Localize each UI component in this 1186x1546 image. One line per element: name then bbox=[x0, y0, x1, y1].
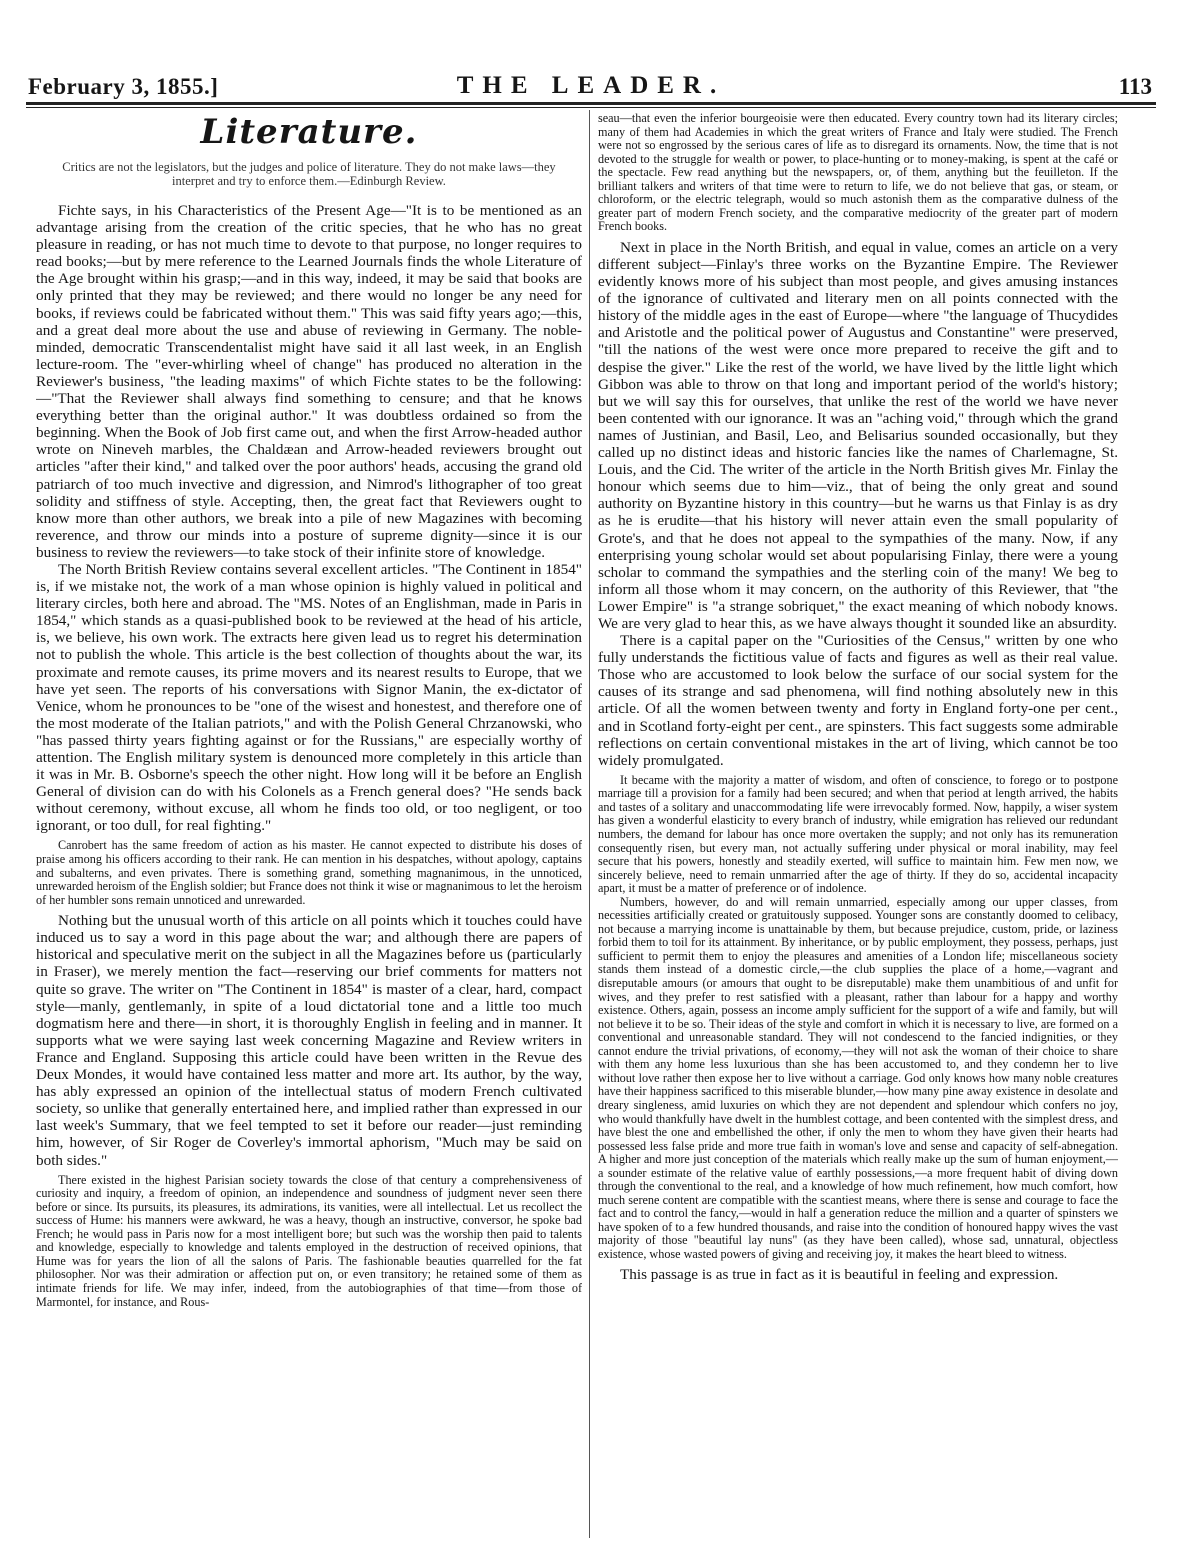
issue-date: February 3, 1855.] bbox=[28, 74, 219, 99]
paragraph-north-british: The North British Review contains several excellent articles. "The Continent in 1854" is, if we mistake not, the work of a man whose opinion is highly valued in political and literary circles, both here and abroad. The "MS. Notes of an Englishman, made in Paris in 1854," which stands as a quasi-published book to be reviewed at the head of his article, is, we believe, his own work. The extracts here given lead us to regret his determination not to publish the whole. This article is the best collection of thoughts about the war, its proximate and remote causes, its prime movers and its nearest results to Europe, that we have yet seen. The reports of his conversations with Signor Manin, the ex-dictator of Venice, whom he pronounces to be "one of the wisest and honestest, and therefore one of the most moderate of the Italian patriots," and with the Polish General Chrzanowski, who "has passed thirty years fighting against or for the Russians," are especially worthy of attention. The English military system is denounced more completely in this article than it was in Mr. B. Osborne's speech the other night. How long will it be before an English General of division can do with his Colonels as a French general does? "He sends back without ceremony, without excuse, all whom he finds too old, or too negligent, or too ignorant, or too dull, for real fighting." bbox=[36, 560, 582, 835]
paragraph-census: There is a capital paper on the "Curiosities of the Census," written by one who fully understands the fictitious value of facts and figures as well as their real value. Those who are accustomed to look below the surface of our social system for the causes of its strange and sad phenomena, will find nothing absolutely new in this article. Of all the women between twenty and forty in England forty-one per cent., and in Scotland forty-eight per cent., are spinsters. This fact suggests some admirable reflections on certain conventional mistakes in the art of living, which cannot be too widely promulgated. bbox=[598, 632, 1118, 769]
header-rule-thin bbox=[26, 107, 1156, 108]
page-header bbox=[26, 70, 1156, 104]
left-column bbox=[36, 112, 582, 1540]
masthead-title: THE LEADER. bbox=[456, 72, 726, 99]
section-title: Literature. bbox=[200, 112, 418, 152]
right-column bbox=[598, 112, 1118, 1540]
paragraph-finlay: Next in place in the North British, and equal in value, comes an article on a very different subject—Finlay's three works on the Byzantine Empire. The Reviewer evidently knows more of his subject than most people, and gives amusing instances of the ignorance of cultivated and literary men on all points connected with the history of the middle ages in the east of Europe—where "the language of Thucydides and Aristotle and the political power of Augustus and Constantine" were preserved, "till the nations of the west were once more prepared to receive the gift and to despise the giver." Like the rest of the world, we have lived by the little light which Gibbon was able to throw on that long and important period of the world's history; but we will say this for ourselves, that unlike the rest of the world we have never been contented with our ignorance. It was an "aching void," through which the grand names of Justinian, and Basil, Leo, and Belisarius sounded occasionally, but they called up no distinct ideas and historic fancies like the names of Charlemagne, St. Louis, and the Cid. The writer of the article in the North British gives Mr. Finlay the honour which seems due to him—viz., that of being the only great and sound authority on Byzantine history in this country—but he warns us that Finlay is as dry as he is erudite—that his history will never attain even the small popularity of Grote's, and that he does not appeal to the sympathies of the many. Now, if any enterprising young scholar would set about popularising Finlay, there were a young scholar to command the sympathies and the sterling coin of the many! We beg to inform all those whom it may concern, on the authority of this Reviewer, that "the Lower Empire" is "a strange sobriquet," the exact meaning of which nobody knows. We are very glad to hear this, as we have always thought it sounded like an absurdity. bbox=[598, 238, 1118, 632]
header-rule-thick bbox=[26, 102, 1156, 105]
quote-parisian-society-continued: seau—that even the inferior bourgeoisie were then educated. Every country town had its literary circles; many of them had Academies in which the great writers of France and Italy were studied. The French were not so engrossed by the serious cares of life as to disregard its ornaments. Now, the time that is not devoted to the struggle for wealth or power, to place-hunting or to money-making, is spent at the café or the spectacle. Few read anything but the newspapers, or, of them, anything but the feuilleton. If the brilliant talkers and writers of that time were to return to life, we do not believe that gas, or steam, or chloroform, or the electric telegraph, would so much astonish them as the comparative dulness of the greater part of modern French society, and the comparative mediocrity of the greater part of modern French books. bbox=[598, 112, 1118, 234]
epigraph: Critics are not the legislators, but the judges and police of literature. They do not make laws—they interpret and try to enforce them.—Edinburgh Review. bbox=[62, 160, 556, 188]
quote-canrobert: Canrobert has the same freedom of action as his master. He cannot expected to distribute his doses of praise among his officers according to their rank. He can mention in his despatches, without apology, captains and subalterns, and even privates. There is something grand, something magnanimous, in the unnoticed, unrewarded heroism of the English soldier; but France does not think it wise or magnanimous to let the heroism of her humbler sons remain unnoticed and unrewarded. bbox=[36, 838, 582, 907]
paragraph-fichte: Fichte says, in his Characteristics of the Present Age—"It is to be mentioned as an advantage arising from the creation of the critic species, that he who has no great pleasure in reading, or has not much time to devote to that purpose, no longer requires to read books;—but by mere reference to the Learned Journals finds the whole Literature of the Age brought within his grasp;—and in this way, indeed, it may be said that books are only printed that they may be reviewed; and there would no longer be any need for books, if reviews could be fabricated without them." This was said fifty years ago;—this, and a great deal more about the use and abuse of reviewing in Germany. The noble-minded, democratic Transcendentalist might have said it all last week, in an English lecture-room. The "ever-whirling wheel of change" has produced no alteration in the Reviewer's business, "the leading maxims" of which Fichte states to be the following:—"That the Reviewer shall always find something to censure; and that he knows everything better than the original author." It was doubtless ordained so from the beginning. When the Book of Job first came out, and when the first Arrow-headed author wrote on Nineveh marbles, the Chaldæan and Arrow-headed reviewers brought out articles "after their kind," and talked over the poor authors' heads, accusing the grand old patriarch of too much invective and digression, and Nimrod's lithographer of too great solidity and stiffness of style. Accepting, then, the great fact that Reviewers ought to know more than other authors, we break into a pile of new Magazines with becoming reverence, and throw our minds into a posture of supreme dignity—since it is our business to review the reviewers—to take stock of their infinite store of knowledge. bbox=[36, 202, 582, 561]
column-divider bbox=[589, 110, 590, 1538]
quote-parisian-society: There existed in the highest Parisian society towards the close of that century a comprehensiveness of curiosity and inquiry, a freedom of opinion, an independence and soundness of judgment never seen there before or since. Its pursuits, its pleasures, its admirations, its vanities, were all intellectual. Let us recollect the success of Hume: his manners were awkward, he was a heavy, though an instructive, conversor, he spoke bad French; he would pass in Paris now for a most intelligent bore; but such was the worship then paid to talents and knowledge, especially to knowledge and talents employed in the destruction of received opinions, that Hume was for years the lion of all the salons of Paris. The fashionable beauties quarrelled for the fat philosopher. Nor was their admiration or affection put on, or even transitory; he retained some of them as intimate friends for life. We may infer, indeed, from the autobiographies of that time—from those of Marmontel, for instance, and Rous- bbox=[36, 1172, 582, 1309]
quote-marriage: It became with the majority a matter of wisdom, and often of conscience, to forego or to postpone marriage till a provision for a family had been secured; and when that period at length arrived, the habits and tastes of a solitary and unaccommodating life were irrevocably formed. Now, happily, a wiser system has given a wonderful elasticity to every branch of industry, while emigration has relieved our redundant numbers, the demand for labour has once more overtaken the supply; and not only has its remuneration consequently risen, but every man, not actually suffering under physical or moral inability, may feel secure that his powers, honestly and steadily exerted, will suffice to maintain him. Few men now, we sincerely believe, need to remain unmarried after the age of thirty. If they do so, accidental incapacity apart, it must be a matter of preference or of indolence. bbox=[598, 772, 1118, 896]
quote-numbers-unmarried: Numbers, however, do and will remain unmarried, especially among our upper classes, from necessities artificially created or gratuitously supposed. Younger sons are constantly doomed to celibacy, not because a marrying income is unattainable by them, but because prejudice, custom, pride, or laziness forbid them to toil for its attainment. By inheritance, or by public employment, they possess, perhaps, just sufficient to permit them to enjoy the pleasures and amenities of a London life; miscellaneous society stands them instead of a domestic circle,—the club supplies the place of a home,—vagrant and disreputable amours (or amours that ought to be disreputable) make them unambitious of and unfit for wives, and they prefer to rest satisfied with a pleasant, rather than labour for a happy and worthy existence. Others, again, possess an income amply sufficient for the support of a wife and family, but will not believe it to be so. Their ideas of the style and comfort in which it is necessary to live, are formed on a conventional and unreasonable standard. They will not condescend to the fancied indignities, or they cannot endure the trivial privations, of economy,—they will not ask the woman of their choice to share with them any home less luxurious than she has been accustomed to, and they condemn her to live without love rather then expose her to live without a carriage. God only knows how many noble creatures have their happiness sacrificed to this miserable blunder,—how many pine away existence in desolate and dreary singleness, amid luxuries on which they are not dependent and splendour which confers no joy, who would thankfully have dwelt in the humblest cottage, and been contented with the simplest dress, and have blest the one and embellished the other, if only the men to whom they have given their hearts had possessed less false pride and more true faith in woman's love and sense and capacity of self-abnegation. A higher and more just conception of the materials which really make up the sum of human enjoyment,—a sounder estimate of the relative value of earthly possessions,—a more frequent habit of diving down through the conventional to the real, and a knowledge of how much refinement, how much comfort, how much serene content are compatible with the scantiest means, where there is sense and courage to face the fact and to control the fancy,—would in half a generation reduce the million and a quarter of spinsters we have spoken of to a few hundred thousands, and raise into the condition of honoured happy wives the vast majority of those "beautiful lay nuns" (as they have been called), whose sad, unnatural, objectless existence, whose wasted powers of giving and receiving joy, it makes the heart bleed to witness. bbox=[598, 894, 1118, 1261]
paragraph-nothing-but: Nothing but the unusual worth of this article on all points which it touches could have induced us to say a word in this page about the war; and although there are papers of historical and speculative merit on the subject in all the Magazines before us (particularly in Fraser), we merely mention the fact—reserving our brief comments for matters not quite so grave. The writer on "The Continent in 1854" is master of a clear, hard, compact style—manly, gentlemanly, in spite of a loud dictatorial tone and a little too much dogmatism here and there—in short, it is thoroughly English in feeling and in manner. It supports what we were saying last week concerning Magazine and Review writers in France and England. Supposing this article could have been written in the Revue des Deux Mondes, it would have contained less matter and more art. Its author, by the way, has ably expressed an opinion of the intellectual status of modern French cultivated society, so unlike that generally entertained here, and implied rather than expressed in our last week's Summary, that we feel tempted to set it before our reader—just reminding him, however, of Sir Roger de Coverley's immortal aphorism, "Much may be said on both sides." bbox=[36, 912, 582, 1169]
page-number: 113 bbox=[1118, 74, 1152, 99]
closing-line: This passage is as true in fact as it is beautiful in feeling and expression. bbox=[620, 1265, 1059, 1283]
